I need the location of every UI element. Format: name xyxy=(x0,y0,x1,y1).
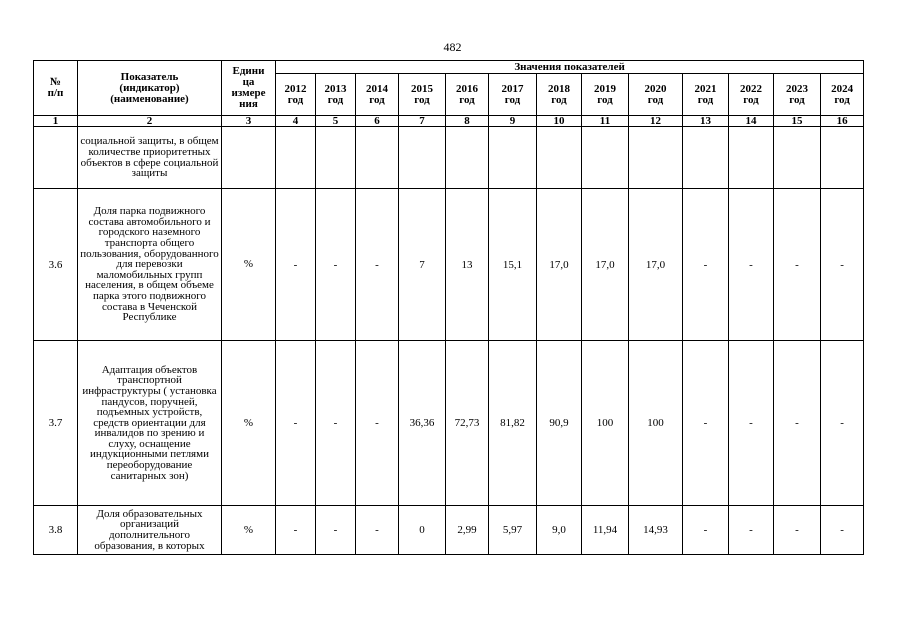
header-year: 2019 год xyxy=(582,74,629,116)
indicator-value: 81,82 xyxy=(489,341,537,506)
indicator-unit: % xyxy=(222,189,276,341)
indicator-value: - xyxy=(683,341,729,506)
indicator-value: 17,0 xyxy=(582,189,629,341)
indicator-value: - xyxy=(729,341,774,506)
row-number: 3.7 xyxy=(34,341,78,506)
header-values-title: Значения показателей xyxy=(276,61,864,74)
header-year: 2018 год xyxy=(537,74,582,116)
header-year: 2013 год xyxy=(316,74,356,116)
indicator-value xyxy=(774,127,821,189)
table-row xyxy=(34,506,864,555)
indicator-value xyxy=(316,127,356,189)
indicator-value: - xyxy=(276,189,316,341)
indicator-value: - xyxy=(316,506,356,555)
header-year: 2012 год xyxy=(276,74,316,116)
indicator-value: 0 xyxy=(399,506,446,555)
column-number: 12 xyxy=(629,116,683,127)
indicator-unit xyxy=(222,127,276,189)
column-number: 5 xyxy=(316,116,356,127)
header-year: 2016 год xyxy=(446,74,489,116)
header-indicator: Показатель (индикатор) (наименование) xyxy=(78,61,222,116)
indicator-value xyxy=(446,127,489,189)
indicator-value xyxy=(537,127,582,189)
row-number xyxy=(34,127,78,189)
column-number: 3 xyxy=(222,116,276,127)
indicator-value: - xyxy=(774,189,821,341)
indicator-value: - xyxy=(683,506,729,555)
table-row xyxy=(34,341,864,506)
indicator-value: - xyxy=(774,341,821,506)
column-number: 2 xyxy=(78,116,222,127)
header-num: № п/п xyxy=(34,61,78,116)
header-year: 2023 год xyxy=(774,74,821,116)
column-number: 14 xyxy=(729,116,774,127)
column-number: 15 xyxy=(774,116,821,127)
indicator-value: 72,73 xyxy=(446,341,489,506)
page-number: 482 xyxy=(443,40,462,54)
table-row xyxy=(34,189,864,341)
indicator-unit: % xyxy=(222,341,276,506)
indicator-value: - xyxy=(356,341,399,506)
indicator-value: - xyxy=(316,341,356,506)
indicators-table xyxy=(33,60,864,555)
indicator-value: - xyxy=(683,189,729,341)
indicator-value: - xyxy=(316,189,356,341)
indicator-value: - xyxy=(821,341,864,506)
indicator-value: 11,94 xyxy=(582,506,629,555)
header-year: 2021 год xyxy=(683,74,729,116)
header-year: 2024 год xyxy=(821,74,864,116)
indicator-value: 9,0 xyxy=(537,506,582,555)
column-number: 11 xyxy=(582,116,629,127)
column-number: 13 xyxy=(683,116,729,127)
indicator-value xyxy=(683,127,729,189)
header-year: 2020 год xyxy=(629,74,683,116)
indicator-value: 17,0 xyxy=(629,189,683,341)
indicator-value: - xyxy=(729,506,774,555)
column-number: 7 xyxy=(399,116,446,127)
indicator-value: 100 xyxy=(582,341,629,506)
indicator-value xyxy=(399,127,446,189)
indicator-value: - xyxy=(276,341,316,506)
indicator-value: 36,36 xyxy=(399,341,446,506)
column-number: 1 xyxy=(34,116,78,127)
indicator-value: 17,0 xyxy=(537,189,582,341)
header-unit: Едини ца измере ния xyxy=(222,61,276,116)
indicator-value: 15,1 xyxy=(489,189,537,341)
indicator-value: 14,93 xyxy=(629,506,683,555)
indicator-value xyxy=(629,127,683,189)
indicator-value: 2,99 xyxy=(446,506,489,555)
indicator-value xyxy=(489,127,537,189)
indicator-name: Доля образовательных организаций дополнительного образования, в которых xyxy=(78,506,222,555)
header-year: 2017 год xyxy=(489,74,537,116)
header-year: 2022 год xyxy=(729,74,774,116)
indicator-value xyxy=(276,127,316,189)
indicator-value: - xyxy=(821,506,864,555)
header-year: 2014 год xyxy=(356,74,399,116)
column-number: 16 xyxy=(821,116,864,127)
indicator-value xyxy=(821,127,864,189)
indicator-name: социальной защиты, в общем количестве приоритетных объектов в сфере социальной защиты xyxy=(78,127,222,189)
indicator-name: Доля парка подвижного состава автомобильного и городского наземного транспорта общего пользования, оборудованного для перевозки маломобильных групп населения, в общем объеме парка этого подвижного состава в Чеченской Республике xyxy=(78,189,222,341)
indicator-unit: % xyxy=(222,506,276,555)
indicator-value: - xyxy=(356,506,399,555)
column-number: 10 xyxy=(537,116,582,127)
indicator-value: - xyxy=(821,189,864,341)
indicator-value: - xyxy=(276,506,316,555)
header-year: 2015 год xyxy=(399,74,446,116)
indicator-value: 13 xyxy=(446,189,489,341)
indicator-value xyxy=(356,127,399,189)
column-number: 9 xyxy=(489,116,537,127)
table-row xyxy=(34,127,864,189)
indicator-value: 100 xyxy=(629,341,683,506)
indicator-name: Адаптация объектов транспортной инфраструктуры ( установка пандусов, поручней, подъемных устройств, средств ориентации для инвалидов по зрению и слуху, оснащение индукционными петлями переоборудование санитарных зон) xyxy=(78,341,222,506)
row-number: 3.8 xyxy=(34,506,78,555)
column-number: 8 xyxy=(446,116,489,127)
indicator-value: 7 xyxy=(399,189,446,341)
column-number: 4 xyxy=(276,116,316,127)
indicator-value: - xyxy=(729,189,774,341)
column-number: 6 xyxy=(356,116,399,127)
row-number: 3.6 xyxy=(34,189,78,341)
indicator-value xyxy=(729,127,774,189)
indicator-value: 90,9 xyxy=(537,341,582,506)
indicator-value: - xyxy=(774,506,821,555)
indicator-value xyxy=(582,127,629,189)
indicator-value: - xyxy=(356,189,399,341)
indicator-value: 5,97 xyxy=(489,506,537,555)
